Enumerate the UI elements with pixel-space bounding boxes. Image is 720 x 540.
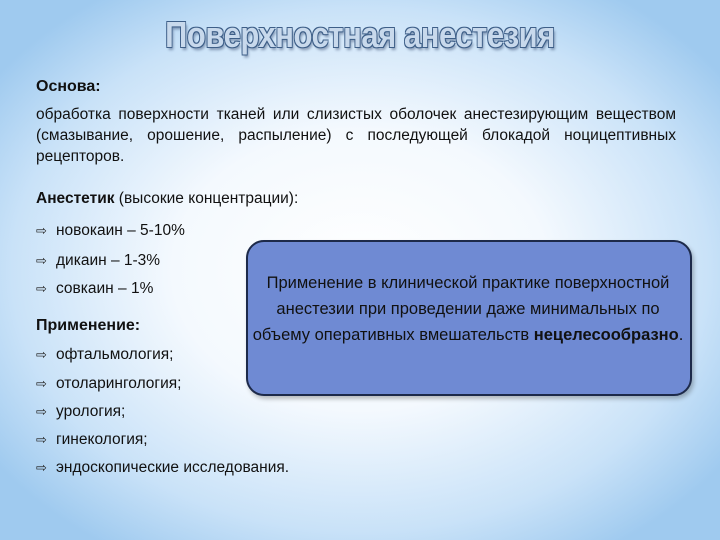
hollow-arrow-icon: ⇨ bbox=[36, 223, 47, 238]
hollow-arrow-icon: ⇨ bbox=[36, 376, 47, 391]
list-item: ⇨ эндоскопические исследования. bbox=[36, 459, 290, 476]
hollow-arrow-icon: ⇨ bbox=[36, 281, 47, 296]
hollow-arrow-icon: ⇨ bbox=[36, 347, 47, 362]
list-item: ⇨ новокаин – 5-10% bbox=[36, 222, 185, 239]
hollow-arrow-icon: ⇨ bbox=[36, 404, 47, 419]
list-item: ⇨ совкаин – 1% bbox=[36, 280, 154, 297]
basis-text: обработка поверхности тканей или слизистых оболочек анестезирующим веществом (смазывание, орошение, распыление) с последующей блокадой ноцицептивных рецепторов. bbox=[36, 106, 676, 165]
callout-text: Применение в клинической практике поверхностной анестезии при проведении даже минимальных по объему оперативных вмешательств нецелесообразно. bbox=[252, 274, 684, 344]
hollow-arrow-icon: ⇨ bbox=[36, 432, 47, 447]
list-item: ⇨ офтальмология; bbox=[36, 346, 174, 363]
slide-title: Поверхностная анестезия bbox=[165, 14, 555, 55]
list-item: ⇨ дикаин – 1-3% bbox=[36, 252, 161, 269]
hollow-arrow-icon: ⇨ bbox=[36, 460, 47, 475]
basis-heading: Основа: bbox=[36, 78, 101, 95]
application-heading: Применение: bbox=[36, 317, 141, 334]
callout-emphasis: нецелесообразно bbox=[533, 326, 679, 344]
list-item: ⇨ гинекология; bbox=[36, 431, 148, 448]
anesthetic-line bbox=[36, 190, 298, 208]
list-item: ⇨ отоларингология; bbox=[36, 375, 182, 392]
list-item: ⇨ урология; bbox=[36, 403, 126, 420]
anesthetic-note: (высокие концентрации): bbox=[114, 190, 299, 207]
anesthetic-label: Анестетик bbox=[36, 190, 115, 207]
hollow-arrow-icon: ⇨ bbox=[36, 253, 47, 268]
